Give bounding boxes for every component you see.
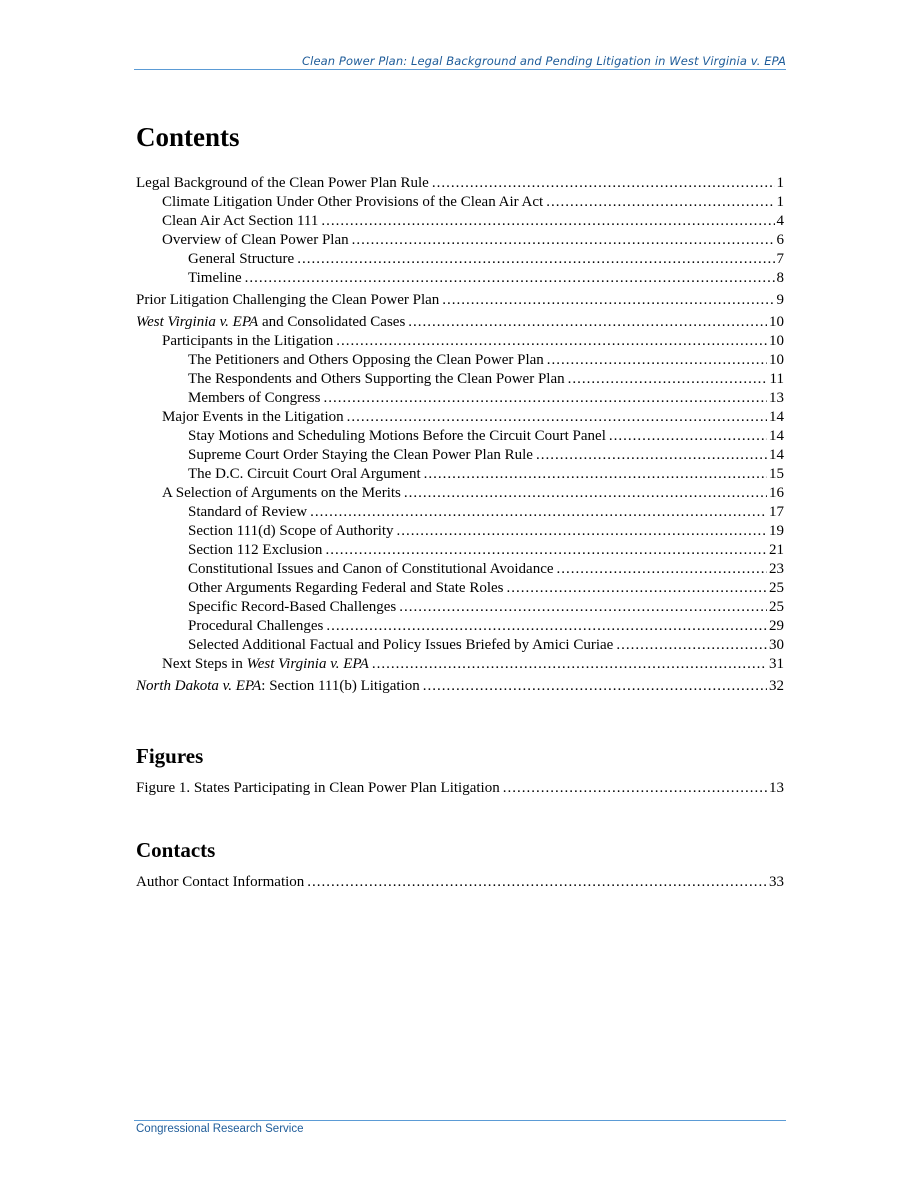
toc-entry-text: Standard of Review [188, 504, 308, 520]
toc-entry-title [188, 636, 613, 655]
toc-entry-title [162, 332, 333, 351]
toc-entry-text: Members of Congress [188, 390, 321, 406]
dot-leader [397, 522, 767, 541]
toc-entry-text: Specific Record-Based Challenges [188, 599, 397, 615]
toc-page-number: 14 [769, 447, 784, 463]
toc-entry[interactable] [136, 873, 784, 892]
toc-entry-text: Other Arguments Regarding Federal and State Roles [188, 580, 504, 596]
toc-entry-text: The Petitioners and Others Opposing the Clean Power Plan [188, 352, 544, 368]
toc-entry[interactable] [136, 269, 784, 288]
toc-entry-italic-text: North Dakota v. EPA [136, 678, 262, 694]
toc-page-number: 14 [769, 428, 784, 444]
dot-leader [507, 579, 768, 598]
toc-entry-title [136, 677, 420, 696]
footer-org: Congressional Research Service [136, 1123, 304, 1135]
toc-entry-title [162, 484, 401, 503]
toc-entry-italic-text: West Virginia v. EPA [136, 314, 259, 330]
toc-entry-title [188, 579, 504, 598]
toc-entry[interactable] [136, 503, 784, 522]
toc-page-number: 1 [776, 175, 784, 191]
running-header: Clean Power Plan: Legal Background and Pending Litigation in West Virginia v. EPA [302, 54, 786, 68]
toc-page-number: 8 [776, 270, 784, 286]
toc-entry-text: Supreme Court Order Staying the Clean Power Plan Rule [188, 447, 533, 463]
toc-entry-text: and Consolidated Cases [258, 314, 406, 330]
dot-leader [321, 212, 774, 231]
toc-entry-title [188, 560, 554, 579]
toc-entry-title [188, 503, 307, 522]
toc-entry-text: Climate Litigation Under Other Provisions of the Clean Air Act [162, 194, 544, 210]
dot-leader [536, 446, 767, 465]
toc-entry-title [162, 193, 543, 212]
toc-entry-text: General Structure [188, 251, 295, 267]
toc-entry-text: Author Contact Information [136, 874, 305, 890]
toc-entry[interactable] [136, 541, 784, 560]
dot-leader [547, 351, 767, 370]
contacts-heading: Contacts [136, 838, 216, 862]
dot-leader [310, 503, 767, 522]
toc-page-number: 32 [769, 678, 784, 694]
dot-leader [297, 250, 774, 269]
toc-entry[interactable] [136, 370, 784, 389]
toc-entry[interactable] [136, 598, 784, 617]
toc-page-number: 10 [769, 314, 784, 330]
toc-entry-title [188, 370, 565, 389]
toc-entry[interactable] [136, 212, 784, 231]
toc-page-number: 21 [769, 542, 784, 558]
toc-entry[interactable] [136, 193, 784, 212]
toc-entry-text: Timeline [188, 270, 242, 286]
dot-leader [399, 598, 767, 617]
toc-entry-title [136, 873, 304, 892]
toc-entry-title [136, 779, 500, 798]
toc-entry-title [188, 541, 322, 560]
toc-page-number: 25 [769, 580, 784, 596]
toc-entry-title [162, 655, 369, 674]
toc-page-number: 13 [769, 780, 784, 796]
toc-entry-title [136, 291, 439, 310]
header-rule [134, 69, 786, 70]
toc-page-number: 29 [769, 618, 784, 634]
toc-entry[interactable] [136, 636, 784, 655]
toc-entry-text: Legal Background of the Clean Power Plan Rule [136, 175, 429, 191]
toc-entry-text: Prior Litigation Challenging the Clean Power Plan [136, 292, 440, 308]
toc-entry[interactable] [136, 231, 784, 250]
toc-entry-text: Clean Air Act Section 111 [162, 213, 319, 229]
toc-entry[interactable] [136, 617, 784, 636]
toc-entry-text: Section 111(d) Scope of Authority [188, 523, 394, 539]
dot-leader [432, 174, 775, 193]
toc-entry[interactable] [136, 408, 784, 427]
toc-page-number: 30 [769, 637, 784, 653]
toc-entry-title [188, 269, 242, 288]
toc-page-number: 16 [769, 485, 784, 501]
dot-leader [372, 655, 767, 674]
toc-entry[interactable] [136, 332, 784, 351]
toc-entry-text: Selected Additional Factual and Policy Issues Briefed by Amici Curiae [188, 637, 614, 653]
toc-entry-text: Major Events in the Litigation [162, 409, 344, 425]
toc-entry-title [188, 351, 544, 370]
toc-page-number: 4 [776, 213, 784, 229]
contents-list [136, 174, 784, 696]
toc-entry-title [188, 598, 396, 617]
toc-page-number: 19 [769, 523, 784, 539]
toc-entry-title [162, 231, 349, 250]
toc-entry[interactable] [136, 779, 784, 798]
dot-leader [557, 560, 767, 579]
dot-leader [352, 231, 775, 250]
dot-leader [408, 313, 767, 332]
dot-leader [245, 269, 775, 288]
toc-entry[interactable] [136, 174, 784, 193]
dot-leader [568, 370, 768, 389]
toc-entry[interactable] [136, 579, 784, 598]
toc-entry[interactable] [136, 560, 784, 579]
toc-entry-text: Figure 1. States Participating in Clean Power Plan Litigation [136, 780, 500, 796]
toc-entry-title [188, 522, 394, 541]
dot-leader [442, 291, 774, 310]
dot-leader [323, 389, 767, 408]
toc-entry[interactable] [136, 389, 784, 408]
dot-leader [503, 779, 767, 798]
toc-entry-text: The Respondents and Others Supporting the Clean Power Plan [188, 371, 565, 387]
toc-page-number: 13 [769, 390, 784, 406]
toc-entry-title [188, 389, 320, 408]
figures-list [136, 779, 784, 798]
toc-page-number: 25 [769, 599, 784, 615]
toc-entry[interactable] [136, 677, 784, 696]
dot-leader [326, 617, 767, 636]
toc-page-number: 10 [769, 333, 784, 349]
toc-entry[interactable] [136, 484, 784, 503]
dot-leader [347, 408, 767, 427]
toc-page-number: 33 [769, 874, 784, 890]
dot-leader [424, 465, 767, 484]
dot-leader [307, 873, 767, 892]
toc-entry-text: A Selection of Arguments on the Merits [162, 485, 401, 501]
dot-leader [423, 677, 767, 696]
toc-page-number: 17 [769, 504, 784, 520]
toc-page-number: 11 [769, 371, 784, 387]
toc-entry[interactable] [136, 465, 784, 484]
toc-page-number: 1 [776, 194, 784, 210]
dot-leader [336, 332, 767, 351]
toc-entry[interactable] [136, 446, 784, 465]
toc-entry[interactable] [136, 427, 784, 446]
toc-entry-text: Procedural Challenges [188, 618, 324, 634]
toc-page-number: 6 [776, 232, 784, 248]
toc-entry[interactable] [136, 250, 784, 269]
toc-entry-text: Next Steps in [162, 656, 247, 672]
dot-leader [325, 541, 767, 560]
dot-leader [546, 193, 774, 212]
toc-entry-title [188, 427, 606, 446]
toc-entry[interactable] [136, 313, 784, 332]
toc-entry-text: Participants in the Litigation [162, 333, 334, 349]
footer-rule [134, 1120, 786, 1121]
contacts-list [136, 873, 784, 892]
toc-page-number: 23 [769, 561, 784, 577]
toc-entry-text: Constitutional Issues and Canon of Constitutional Avoidance [188, 561, 554, 577]
toc-entry-text: Stay Motions and Scheduling Motions Before the Circuit Court Panel [188, 428, 606, 444]
toc-entry-text: Overview of Clean Power Plan [162, 232, 349, 248]
toc-page-number: 14 [769, 409, 784, 425]
toc-entry-title [188, 250, 294, 269]
dot-leader [609, 427, 767, 446]
toc-page-number: 10 [769, 352, 784, 368]
toc-entry-title [162, 212, 318, 231]
toc-entry[interactable] [136, 291, 784, 310]
toc-page-number: 9 [776, 292, 784, 308]
toc-entry-text: The D.C. Circuit Court Oral Argument [188, 466, 421, 482]
contents-heading: Contents [136, 122, 240, 152]
toc-entry-text: Section 112 Exclusion [188, 542, 323, 558]
toc-entry[interactable] [136, 655, 784, 674]
dot-leader [616, 636, 767, 655]
toc-entry-title [188, 617, 323, 636]
toc-page-number: 7 [776, 251, 784, 267]
dot-leader [404, 484, 767, 503]
toc-page-number: 31 [769, 656, 784, 672]
toc-entry-title [188, 465, 421, 484]
toc-entry-title [188, 446, 533, 465]
toc-entry-text: : Section 111(b) Litigation [261, 678, 420, 694]
toc-entry-title [136, 174, 429, 193]
toc-entry-italic-text: West Virginia v. EPA [246, 656, 369, 672]
toc-entry-title [162, 408, 344, 427]
toc-entry[interactable] [136, 522, 784, 541]
toc-entry[interactable] [136, 351, 784, 370]
toc-entry-title [136, 313, 405, 332]
toc-page-number: 15 [769, 466, 784, 482]
figures-heading: Figures [136, 744, 204, 768]
